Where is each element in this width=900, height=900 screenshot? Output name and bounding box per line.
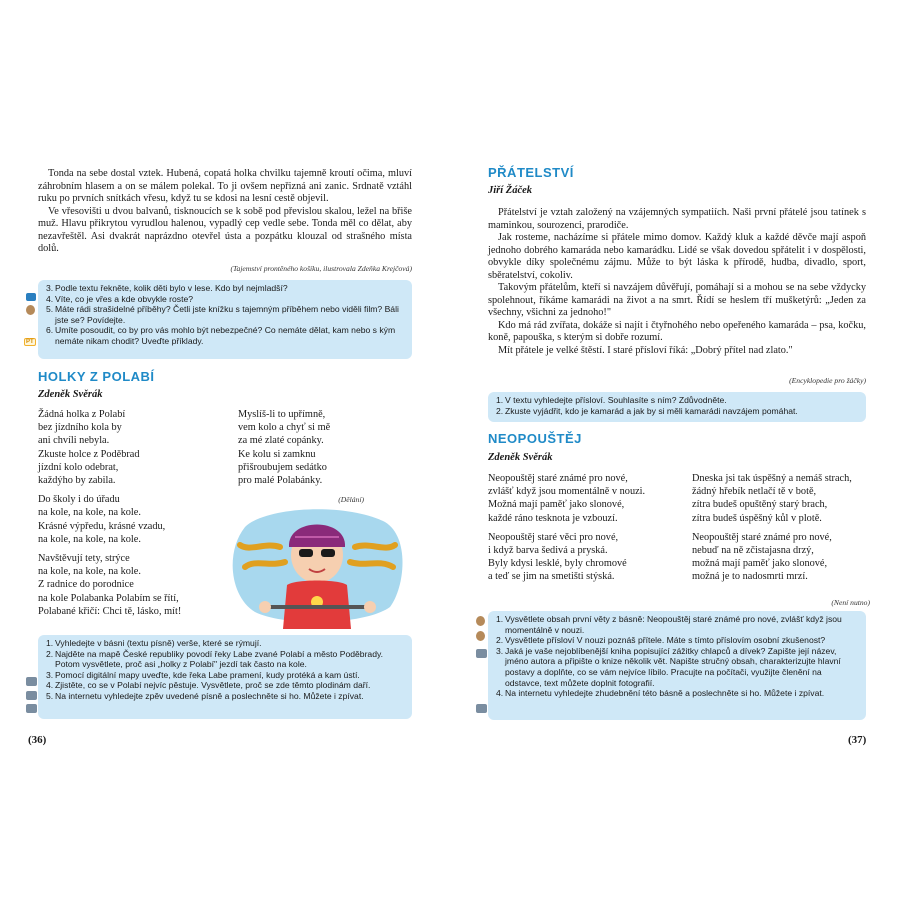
article-caption: (Encyklopedie pro žáčky)	[789, 376, 866, 385]
intro-text	[38, 168, 412, 256]
intro-paragraph: Tonda na sebe dostal vztek. Hubená, copatá holka chvilku tajemně kroutí očima, mluví záhrobním hlasem a on se málem polekal. To ji ovšem nepřizná ani zanic. Srdnatě vztáhl ruku po prvních snítkách vřesu, když tu se kdosi na lesní cestě objevil.	[38, 168, 412, 204]
intro-paragraph: Ve vřesovišti u dvou balvanů, tisknoucích se k sobě pod převislou skalou, ležel na břiše muž. Hlavu přikrytou vyrudlou halenou, vypadlý cep vedle sebe. Tonda měl co dělat, aby nezavřeštěl. Asi dvakrát naprázdno otevřel ústa a pozpátku klouzal od strašného místa dolů.	[38, 205, 412, 254]
poem-title: NEOPOUŠTĚJ	[488, 431, 582, 446]
questions-list	[496, 614, 860, 699]
poem-line: Možná mají paměť jako slonové,	[488, 499, 625, 511]
question-text: Vysvětlete obsah první věty z básně: Neopouštěj staré známé pro nové, zvlášť když jsou momentálně v nouzi.	[505, 614, 842, 635]
poem-line: zítra budeš úspěšný kůl v plotě.	[692, 512, 822, 524]
question-item	[46, 325, 406, 346]
poem-line: Neopouštěj staré známé pro nové,	[692, 531, 832, 543]
question-item	[46, 670, 406, 681]
question-text: Víte, co je vřes a kde obvykle roste?	[55, 293, 194, 304]
poem-stanza	[38, 408, 238, 487]
question-item	[46, 649, 406, 670]
question-number: 1.	[496, 395, 504, 405]
poem-stanza	[238, 408, 368, 487]
question-number: 5.	[46, 304, 54, 315]
poem-line: Neopouštěj staré známé pro nové,	[488, 473, 628, 484]
question-item	[46, 304, 406, 325]
poem-caption: (Dělání)	[338, 495, 364, 504]
right-page	[450, 0, 900, 900]
question-item	[496, 406, 860, 417]
poem-line: i když barva šedivá a pryská.	[488, 545, 608, 557]
poem-author: Zdeněk Svěrák	[38, 389, 103, 400]
question-number: 2.	[496, 405, 504, 416]
question-number: 5.	[46, 690, 54, 701]
question-number: 2.	[46, 648, 54, 659]
poem-line: možná je to nadosmrti mrzí.	[692, 571, 808, 583]
computer-icon	[476, 704, 487, 713]
questions-box-2	[488, 611, 866, 720]
poem-line: Dneska jsi tak úspěšný a nemáš strach,	[692, 473, 852, 484]
question-text: Na internetu vyhledejte zhudebnění této básně a poslechněte si ho. Můžete i zpívat.	[505, 688, 825, 699]
poem-line: Žádná holka z Polabí	[38, 409, 126, 420]
question-text: Máte rádi strašidelné příběhy? Četli jste knížku s tajemným příběhem nebo viděli film? Báli jste se? Povídejte.	[55, 304, 399, 325]
question-number: 2.	[496, 635, 504, 646]
poem-line: ani chvíli nebyla.	[38, 435, 110, 447]
poem-line: každýho by zabila.	[38, 475, 116, 487]
intro-caption: (Tajemství prontěného košíku, ilustrovala Zdeňka Krejčová)	[230, 264, 412, 273]
article-paragraph: Takovým přátelům, kteří si navzájem důvěřují, pomáhají si a mohou se na sebe vždycky spolehnout, říkáme kamarádi na život a na smrt. Řídí se heslem tří mušketýrů: „Jeden za všechny, všichni za jednoho!"	[488, 282, 866, 318]
questions-box-1	[488, 392, 866, 422]
question-item	[46, 691, 406, 702]
question-text: Najděte na mapě České republiky povodí řeky Labe zvané Polabí a město Poděbrady. Potom vysvětlete, proč asi „holky z Polabí" jezdí tak často na kole.	[55, 648, 384, 670]
question-number: 1.	[46, 638, 54, 648]
poem-line: na kole, na kole, na kole.	[38, 566, 141, 578]
poem-stanza	[692, 531, 872, 584]
poem-line: možná mají paměť jako slonové,	[692, 558, 828, 570]
question-item	[496, 635, 860, 646]
article-author: Jiří Žáček	[488, 185, 533, 196]
poem-stanza	[488, 531, 688, 584]
poem-line: na kole Polabanka Polabím se řítí,	[38, 592, 179, 604]
question-text: Zkuste vyjádřit, kdo je kamarád a jak by si měli kamarádi navzájem pomáhat.	[505, 405, 798, 416]
poem-line: pro malé Polabánky.	[238, 475, 323, 487]
page-number: (36)	[28, 734, 47, 746]
questions-box-1	[38, 280, 412, 359]
question-text: Podle textu řekněte, kolik děti bylo v lese. Kdo byl nejmladší?	[55, 283, 288, 293]
poem-line: a teď se jim na smetišti stýská.	[488, 571, 615, 583]
questions-box-2	[38, 635, 412, 719]
poem-line: zvlášť když jsou momentálně v nouzi.	[488, 486, 646, 498]
poem-line: vem kolo a chyť si mě	[238, 422, 331, 434]
poem-column-2	[692, 472, 872, 590]
poem-line: na kole, na kole, na kole.	[38, 507, 141, 519]
computer-icon	[476, 649, 487, 658]
poem-line: Zkuste holce z Poděbrad	[38, 448, 140, 460]
article-paragraph: Kdo má rád zvířata, dokáže si najít i čtyřnohého nebo opeřeného kamaráda – psa, kočku, koně, papouška, s kterým si dobře rozumí.	[488, 319, 866, 343]
owl-icon	[476, 631, 485, 641]
question-number: 4.	[46, 680, 54, 691]
question-text: Zjistěte, co se v Polabí nejvíc pěstuje. Vysvětlete, proč se zde těmto plodinám daří.	[55, 680, 371, 691]
poem-line: Neopouštěj staré věci pro nové,	[488, 531, 619, 543]
question-item	[46, 294, 406, 305]
question-number: 6.	[46, 325, 54, 336]
computer-icon	[26, 677, 37, 686]
poem-line: Krásné výpředu, krásné vzadu,	[38, 520, 166, 532]
computer-icon	[26, 704, 37, 713]
puzzle-icon	[26, 293, 36, 301]
question-text: Na internetu vyhledejte zpěv uvedené písně a poslechněte si ho. Můžete i zpívat.	[55, 690, 364, 701]
owl-icon	[476, 616, 485, 626]
poem-author: Zdeněk Svěrák	[488, 452, 553, 463]
owl-icon	[26, 305, 35, 315]
poem-column-2	[238, 408, 368, 493]
poem-line: Byly kdysi lesklé, byly chromové	[488, 558, 627, 570]
poem-line: nebuď na ně zčistajasna drzý,	[692, 545, 814, 557]
poem-line: bez jízdního kola by	[38, 422, 122, 434]
question-number: 4.	[46, 293, 54, 304]
poem-stanza	[488, 472, 688, 525]
question-item	[496, 614, 860, 635]
question-item	[496, 688, 860, 699]
question-number: 3.	[46, 283, 54, 293]
poem-line: jízdní kolo odebrat,	[38, 461, 119, 473]
question-item	[496, 395, 860, 406]
article-paragraph: Jak rosteme, nacházíme si přátele mimo domov. Každý kluk a každé děvče mají aspoň jednoho dobrého kamaráda nebo kamarádku. Lidé se však dovedou spřátelit i v dospělosti, obvykle díky společnému zájmu. Může to být láska k přírodě, hudba, divadlo, sport, sběratelství, cokoliv.	[488, 232, 866, 281]
question-text: Vyhledejte v básni (textu písně) verše, které se rýmují.	[55, 638, 262, 648]
poem-caption: (Není nutno)	[831, 598, 870, 607]
questions-list	[496, 395, 860, 416]
poem-line: za mé zlaté copánky.	[238, 435, 324, 447]
poem-line: Do školy i do úřadu	[38, 494, 120, 506]
poem-line: Ke kolu si zamknu	[238, 448, 316, 460]
poem-line: Polabané křičí: Chci tě, lásko, mít!	[38, 605, 182, 617]
question-item	[46, 638, 406, 649]
poem-line: Myslíš-li to upřímně,	[238, 409, 326, 420]
poem-stanza	[38, 493, 238, 546]
pt-badge-icon: PT	[26, 339, 34, 345]
article-heading: PŘÁTELSTVÍ	[488, 165, 574, 180]
question-number: 1.	[496, 614, 504, 624]
question-number: 3.	[46, 669, 54, 680]
poem-column-1	[38, 408, 238, 624]
questions-list	[46, 638, 406, 702]
poem-line: přišroubujem sedátko	[238, 461, 327, 473]
article-paragraph: Mít přátele je velké štěstí. I staré přísloví říká: „Dobrý přítel nad zlato."	[498, 344, 793, 356]
poem-stanza	[692, 472, 872, 525]
computer-icon	[26, 691, 37, 700]
poem-stanza	[38, 552, 238, 618]
question-text: Umíte posoudit, co by pro vás mohlo být nebezpečné? Co nemáte dělat, kam nebo s kým nemáte nikam chodit? Uveďte příklady.	[55, 325, 396, 346]
question-item	[46, 283, 406, 294]
question-text: Jaká je vaše nejoblíbenější kniha popisující zážitky chlapců a dívek? Zapište její název, jméno autora a připište o knize několik vět. Napište stručný obsah, charakterizujte hlavní postavy a doplňte, co se vám nejvíce líbilo. Pracujte na počítači, využijte členění na odstavce, text můžete doplnit fotografií.	[505, 645, 841, 688]
poem-line: žádný hřebík netlačí tě v botě,	[692, 486, 817, 498]
poem-column-1	[488, 472, 688, 590]
girl-on-bicycle-illustration	[225, 507, 415, 629]
poem-title: HOLKY Z POLABÍ	[38, 369, 155, 384]
page-number: (37)	[848, 734, 867, 746]
poem-line: Z radnice do porodnice	[38, 579, 134, 591]
article-paragraph: Přátelství je vztah založený na vzájemných sympatiích. Naši první přátelé jsou tatínek s maminkou, sourozenci, prarodiče.	[488, 207, 866, 231]
poem-line: zítra budeš opuštěný starý brach,	[692, 499, 828, 511]
question-text: Pomocí digitální mapy uveďte, kde řeka Labe pramení, kudy protéká a kam ústí.	[55, 669, 360, 680]
poem-line: na kole, na kole, na kole.	[38, 533, 141, 545]
question-item	[496, 646, 860, 688]
poem-line: Navštěvují tety, strýce	[38, 553, 130, 565]
question-item	[46, 680, 406, 691]
poem-line: každé ráno tesknota je vzbouzí.	[488, 512, 618, 524]
question-number: 4.	[496, 688, 504, 699]
article-text	[488, 207, 866, 357]
question-text: Vysvětlete přísloví V nouzi poznáš přítele. Máte s tímto příslovím osobní zkušenost?	[505, 635, 826, 646]
question-text: V textu vyhledejte přísloví. Souhlasíte s ním? Zdůvodněte.	[505, 395, 727, 405]
questions-list	[46, 283, 406, 347]
question-number: 3.	[496, 645, 504, 656]
